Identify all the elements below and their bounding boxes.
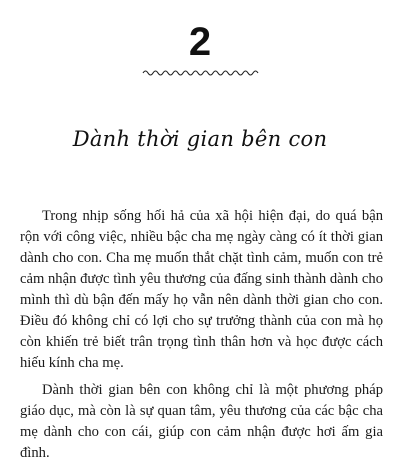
paragraph-1: Trong nhịp sống hối hả của xã hội hiện đại, do quá bận rộn với công việc, nhiều bậc cha mẹ ngày càng có ít thời gian dành cho con. Cha mẹ muốn thắt chặt tình cảm, muốn con trẻ cảm nhận được tình yêu thương của đấng sinh thành dành cho mình thì dù bận đến mấy họ vẫn nên dành thời gian cho con. Điều đó không chỉ có lợi cho sự trưởng thành của con mà họ còn khiến trẻ biết trân trọng tình thân hơn và học được cách hiếu kính cha mẹ. xyxy=(20,208,383,371)
chapter-number: 2 xyxy=(188,20,212,64)
chapter-title: Dành thời gian bên con xyxy=(72,127,328,151)
wave-divider-ornament xyxy=(142,68,258,78)
chapter-body xyxy=(20,206,383,464)
paragraph-2: Dành thời gian bên con không chỉ là một phương pháp giáo dục, mà còn là sự quan tâm, yêu thương của các bậc cha mẹ dành cho con cái, giúp con cảm nhận được hơi ấm gia đình. xyxy=(20,382,383,461)
